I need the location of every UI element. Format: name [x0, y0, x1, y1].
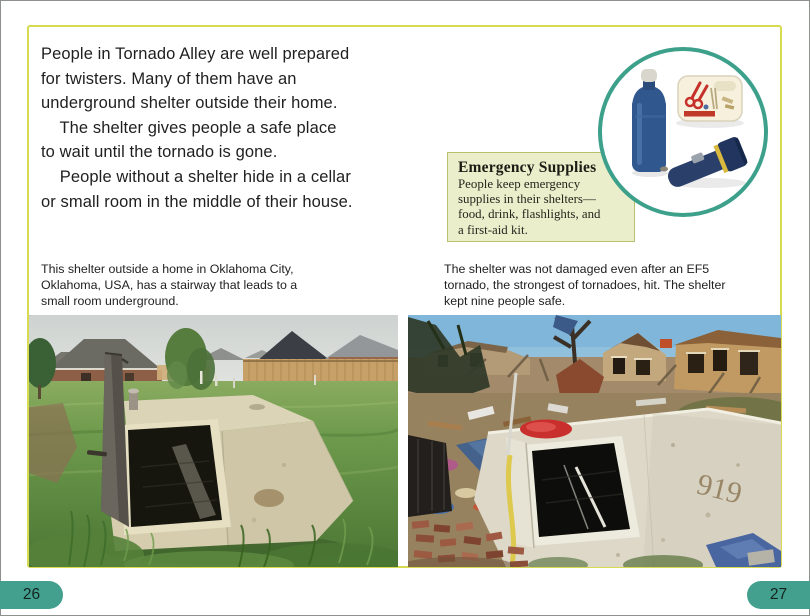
- box-body-line: food, drink, flashlights, and: [458, 207, 601, 222]
- caption-line: small room underground.: [41, 293, 179, 308]
- left-photo-caption: [41, 262, 297, 309]
- right-photo: [408, 315, 781, 567]
- shelter-hatch: [506, 436, 640, 548]
- caption-line: The shelter was not damaged even after an EF5: [444, 262, 710, 276]
- debris-drum: [408, 435, 452, 517]
- box-body-line: a first-aid kit.: [458, 222, 528, 237]
- main-text-line: The shelter gives people a safe place: [41, 118, 337, 137]
- caption-line: tornado, the strongest of tornadoes, hit. The shelter: [444, 277, 726, 292]
- water-bottle-icon: [632, 69, 668, 172]
- caption-line: This shelter outside a home in Oklahoma City,: [41, 262, 294, 276]
- main-text: [41, 42, 353, 214]
- emergency-supplies-photo: [598, 47, 768, 217]
- box-body: [458, 177, 624, 238]
- right-photo-caption: [444, 262, 726, 309]
- box-body-line: supplies in their shelters—: [458, 192, 596, 207]
- left-photo: [29, 315, 398, 567]
- caption-line: Oklahoma, USA, has a stairway that leads to a: [41, 277, 298, 292]
- box-body-line: People keep emergency: [458, 177, 581, 191]
- main-text-line: or small room in the middle of their house.: [41, 192, 353, 211]
- caption-line: kept nine people safe.: [444, 293, 566, 308]
- main-text-line: to wait until the tornado is gone.: [41, 143, 278, 162]
- main-text-line: for twisters. Many of them have an: [41, 69, 297, 88]
- main-text-line: underground shelter outside their home.: [41, 94, 338, 113]
- page-number-right: 27: [747, 581, 810, 609]
- spray-paint-text: 919: [693, 467, 746, 511]
- main-text-line: People in Tornado Alley are well prepared: [41, 45, 350, 63]
- first-aid-kit-icon: [678, 76, 742, 121]
- supplies-illustration: [602, 51, 763, 212]
- box-title: Emergency Supplies: [458, 159, 597, 176]
- main-text-line: People without a shelter hide in a cellar: [41, 167, 351, 186]
- page-number-left: 26: [0, 581, 63, 609]
